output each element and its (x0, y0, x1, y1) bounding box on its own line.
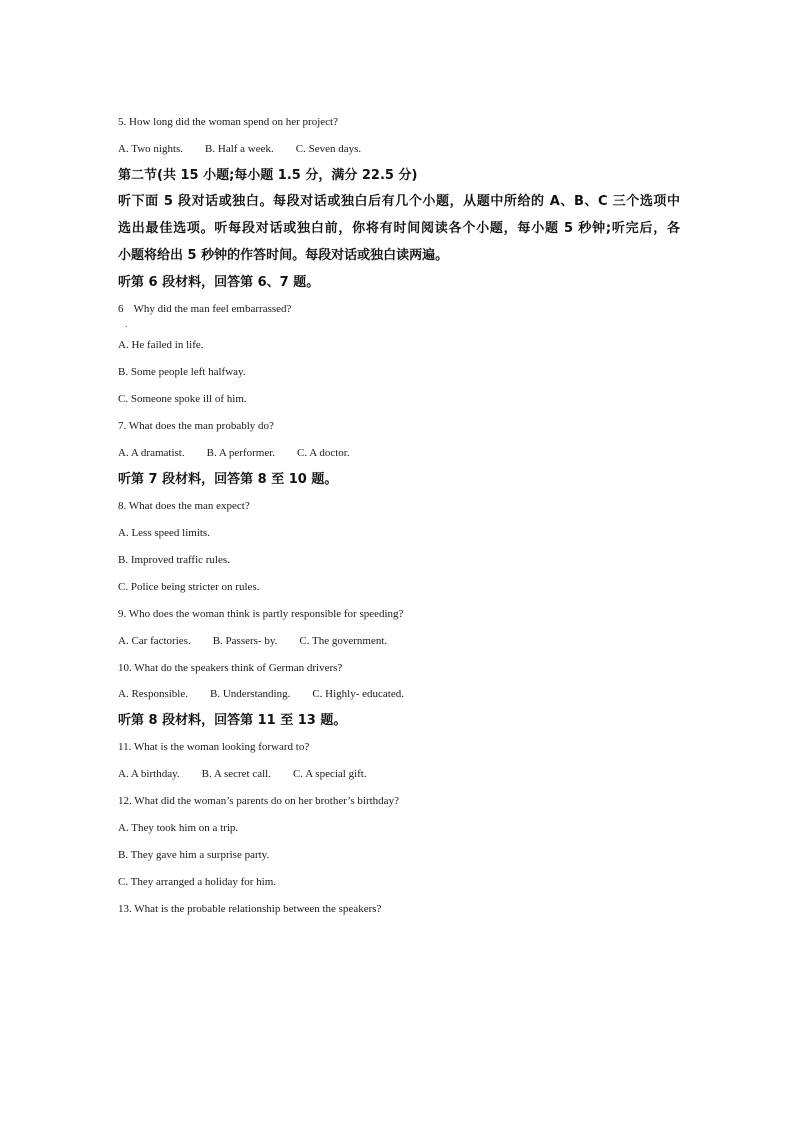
question-8-option-b: B. Improved traffic rules. (118, 554, 230, 566)
question-5-options (118, 142, 361, 156)
question-9-options (118, 634, 387, 648)
option-a: A. Responsible. (118, 688, 188, 700)
question-12-option-c: C. They arranged a holiday for him. (118, 876, 277, 888)
option-b: B. Understanding. (209, 688, 291, 700)
question-8-option-a: A. Less speed limits. (118, 527, 210, 539)
question-13: 13. What is the probable relationship between the speakers? (118, 903, 382, 915)
question-6-option-a: A. He failed in life. (118, 339, 204, 351)
question-6-text: Why did the man feel embarrassed? (133, 303, 292, 315)
question-11: 11. What is the woman looking forward to? (118, 741, 310, 753)
option-a: A. A birthday. (118, 768, 180, 780)
section-2-instruction-line-1: 听下面 5 段对话或独白。每段对话或独白后有几个小题，从题中所给的 A、B、C 三个选项中 (118, 194, 680, 209)
material-8-heading: 听第 8 段材料，回答第 11 至 13 题。 (118, 713, 347, 728)
material-7-heading: 听第 7 段材料，回答第 8 至 10 题。 (118, 472, 338, 487)
option-c: C. A special gift. (292, 768, 367, 780)
option-a: A. Two nights. (118, 143, 184, 155)
question-10: 10. What do the speakers think of German drivers? (118, 662, 343, 674)
option-b: B. A performer. (206, 447, 276, 459)
section-2-instruction-line-3: 小题将给出 5 秒钟的作答时间。每段对话或独白读两遍。 (118, 248, 449, 263)
question-10-options (118, 687, 404, 701)
question-6 (118, 302, 291, 316)
material-6-heading: 听第 6 段材料，回答第 6、7 题。 (118, 275, 320, 290)
option-b: B. A secret call. (201, 768, 271, 780)
section-2-title: 第二节(共 15 小题;每小题 1.5 分，满分 22.5 分) (118, 168, 418, 183)
question-6-dot: . (125, 319, 128, 329)
question-8: 8. What does the man expect? (118, 500, 250, 512)
question-5: 5. How long did the woman spend on her project? (118, 116, 338, 128)
question-6-number: 6 (118, 303, 124, 315)
option-a: A. A dramatist. (118, 447, 185, 459)
question-12: 12. What did the woman’s parents do on her brother’s birthday? (118, 795, 399, 807)
question-9: 9. Who does the woman think is partly responsible for speeding? (118, 608, 404, 620)
question-12-option-a: A. They took him on a trip. (118, 822, 239, 834)
question-6-option-c: C. Someone spoke ill of him. (118, 393, 247, 405)
question-6-option-b: B. Some people left halfway. (118, 366, 246, 378)
option-c: C. Highly- educated. (312, 688, 404, 700)
question-11-options (118, 767, 367, 781)
option-c: C. A doctor. (297, 447, 350, 459)
option-c: C. The government. (299, 635, 388, 647)
option-c: C. Seven days. (295, 143, 362, 155)
question-12-option-b: B. They gave him a surprise party. (118, 849, 270, 861)
section-2-instruction-line-2: 选出最佳选项。听每段对话或独白前，你将有时间阅读各个小题，每小题 5 秒钟;听完后，各 (118, 221, 680, 236)
option-b: B. Half a week. (205, 143, 274, 155)
option-a: A. Car factories. (118, 635, 191, 647)
question-7: 7. What does the man probably do? (118, 420, 274, 432)
option-b: B. Passers- by. (212, 635, 278, 647)
question-7-options (118, 446, 350, 460)
question-8-option-c: C. Police being stricter on rules. (118, 581, 260, 593)
